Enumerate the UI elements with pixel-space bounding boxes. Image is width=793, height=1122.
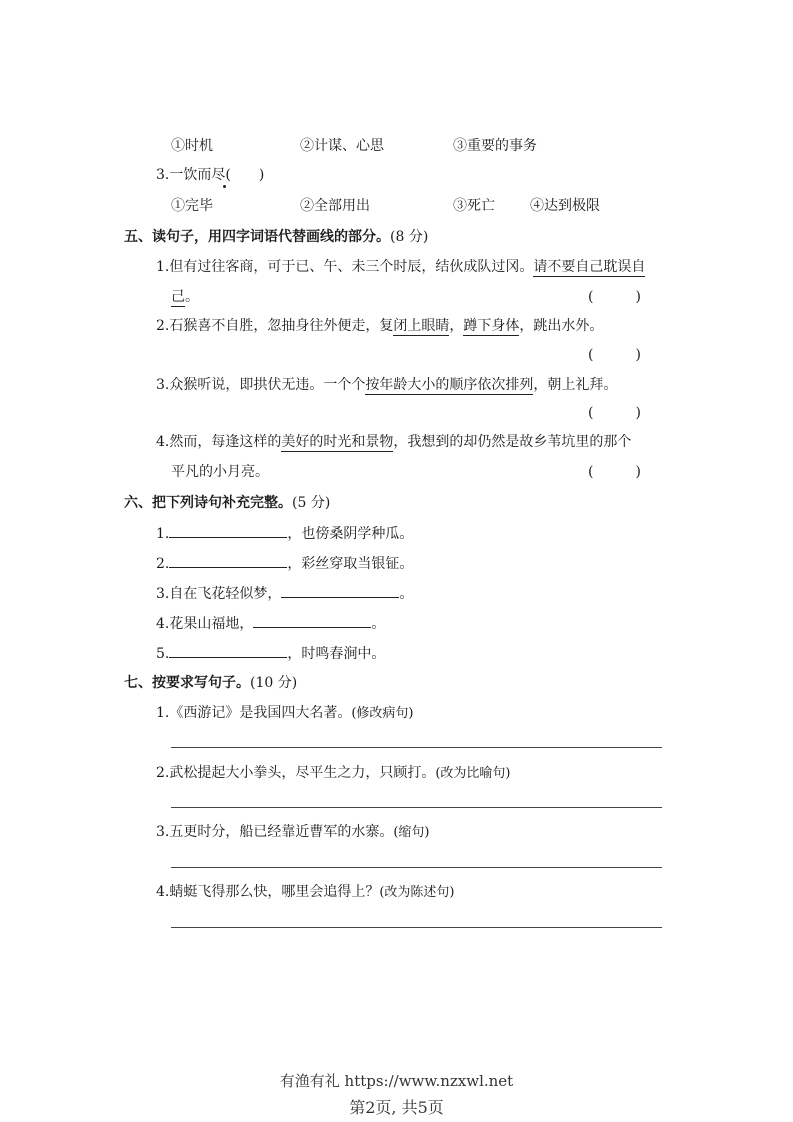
sentence-task-1: 1.《西游记》是我国四大名著。(修改病句) xyxy=(156,705,414,721)
section-5-heading: 五、读句子，用四字词语代替画线的部分。(8 分) xyxy=(124,229,429,245)
sec5-item-3: 3.众猴听说，即拱伏无违。一个个按年龄大小的顺序依次排列，朝上礼拜。 xyxy=(156,377,618,393)
footer-site: 有渔有礼 https://www.nzxwl.net xyxy=(279,1072,514,1090)
emphasis-dot xyxy=(223,185,226,188)
section-6-heading: 六、把下列诗句补充完整。(5 分) xyxy=(124,495,331,511)
option-2: ②计谋、心思 xyxy=(300,138,384,154)
answer-line[interactable] xyxy=(171,807,662,808)
sec5-item-2: 2.石猴喜不自胜，忽抽身往外便走，复闭上眼睛，蹲下身体，跳出水外。 xyxy=(156,318,604,334)
sec5-item-4: 4.然而，每逢这样的美好的时光和景物，我想到的却仍然是故乡苇坑里的那个 xyxy=(156,434,632,450)
answer-paren[interactable]: ( ) xyxy=(588,289,641,305)
poem-line-4: 4.花果山福地， 。 xyxy=(156,613,385,633)
answer-paren[interactable]: ( ) xyxy=(588,347,641,363)
option-1: ①完毕 xyxy=(171,198,213,214)
answer-paren[interactable]: ( ) xyxy=(588,405,641,421)
poem-line-2: 2. ，彩丝穿取当银钲。 xyxy=(156,553,413,573)
option-3: ③重要的事务 xyxy=(453,138,537,154)
option-4: ④达到极限 xyxy=(530,198,600,214)
option-2: ②全部用出 xyxy=(300,198,370,214)
answer-paren[interactable]: ( ) xyxy=(588,464,641,480)
sentence-task-4: 4.蜻蜓飞得那么快，哪里会追得上？(改为陈述句) xyxy=(156,884,455,900)
option-3: ③死亡 xyxy=(453,198,495,214)
section-7-heading: 七、按要求写句子。(10 分) xyxy=(124,675,298,691)
poem-line-1: 1. ，也傍桑阴学种瓜。 xyxy=(156,523,413,543)
sec5-item-1: 1.但有过往客商，可于已、午、未三个时辰，结伙成队过冈。请不要自己耽误自 xyxy=(156,259,646,275)
fill-blank[interactable] xyxy=(281,583,399,598)
fill-blank[interactable] xyxy=(169,553,287,568)
sec5-item-4-line2: 平凡的小月亮。 xyxy=(171,464,269,480)
footer-page-number: 第2页, 共5页 xyxy=(349,1098,444,1117)
sec5-item-1-line2: 己。 xyxy=(171,289,199,305)
poem-line-5: 5. ，时鸣春涧中。 xyxy=(156,643,385,663)
answer-line[interactable] xyxy=(171,927,662,928)
option-1: ①时机 xyxy=(171,138,213,154)
sentence-task-3: 3.五更时分，船已经靠近曹军的水寨。(缩句) xyxy=(156,824,430,840)
sentence-task-2: 2.武松提起大小拳头，尽平生之力，只顾打。(改为比喻句) xyxy=(156,765,511,781)
poem-line-3: 3.自在飞花轻似梦， 。 xyxy=(156,583,413,603)
question-stem: 3.一饮而尽( ) xyxy=(156,167,265,183)
answer-line[interactable] xyxy=(171,867,662,868)
fill-blank[interactable] xyxy=(169,643,287,658)
fill-blank[interactable] xyxy=(253,613,371,628)
answer-line[interactable] xyxy=(171,747,662,748)
fill-blank[interactable] xyxy=(169,523,287,538)
